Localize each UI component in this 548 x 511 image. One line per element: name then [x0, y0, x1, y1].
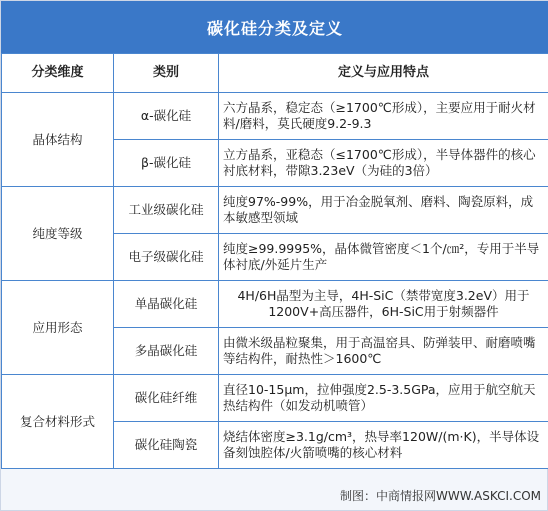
- table-header-row: [2, 54, 548, 93]
- type-cell: 碳化硅陶瓷: [114, 422, 219, 469]
- definition-cell: 立方晶系，亚稳态（≤1700℃形成），半导体器件的核心衬底材料，带隙3.23eV（为硅的3倍）: [219, 140, 548, 187]
- definition-cell: 六方晶系，稳定态（≥1700℃形成），主要应用于耐火材料/磨料，莫氏硬度9.2-9.3: [219, 93, 548, 140]
- table-row: [2, 187, 548, 234]
- definition-cell: 直径10-15μm，拉伸强度2.5-3.5GPa，应用于航空航天热结构件（如发动机喷管）: [219, 375, 548, 422]
- page-title: 碳化硅分类及定义: [1, 1, 548, 53]
- category-cell: 应用形态: [2, 281, 114, 375]
- type-cell: 多晶碳化硅: [114, 328, 219, 375]
- source-credit: 制图：中商情报网WWW.ASKCI.COM: [340, 489, 541, 503]
- type-cell: 电子级碳化硅: [114, 234, 219, 281]
- definition-cell: 4H/6H晶型为主导，4H-SiC（禁带宽度3.2eV）用于1200V+高压器件，6H-SiC用于射频器件: [219, 281, 548, 328]
- header-definition: 定义与应用特点: [219, 54, 548, 93]
- definition-cell: 纯度97%-99%，用于冶金脱氧剂、磨料、陶瓷原料，成本敏感型领域: [219, 187, 548, 234]
- table-row: [2, 281, 548, 328]
- header-type: 类别: [114, 54, 219, 93]
- definition-cell: 由微米级晶粒聚集，用于高温窑具、防弹装甲、耐磨喷嘴等结构件，耐热性＞1600℃: [219, 328, 548, 375]
- type-cell: 工业级碳化硅: [114, 187, 219, 234]
- type-cell: β-碳化硅: [114, 140, 219, 187]
- header-dimension: 分类维度: [2, 54, 114, 93]
- category-cell: 晶体结构: [2, 93, 114, 187]
- definition-cell: 烧结体密度≥3.1g/cm³，热导率120W/(m·K)，半导体设备刻蚀腔体/火箭喷嘴的核心材料: [219, 422, 548, 469]
- type-cell: α-碳化硅: [114, 93, 219, 140]
- classification-table: [1, 53, 548, 469]
- category-cell: 纯度等级: [2, 187, 114, 281]
- type-cell: 单晶碳化硅: [114, 281, 219, 328]
- definition-cell: 纯度≥99.9995%，晶体微管密度＜1个/㎝²，专用于半导体衬底/外延片生产: [219, 234, 548, 281]
- type-cell: 碳化硅纤维: [114, 375, 219, 422]
- category-cell: 复合材料形式: [2, 375, 114, 469]
- table-row: [2, 93, 548, 140]
- table-row: [2, 375, 548, 422]
